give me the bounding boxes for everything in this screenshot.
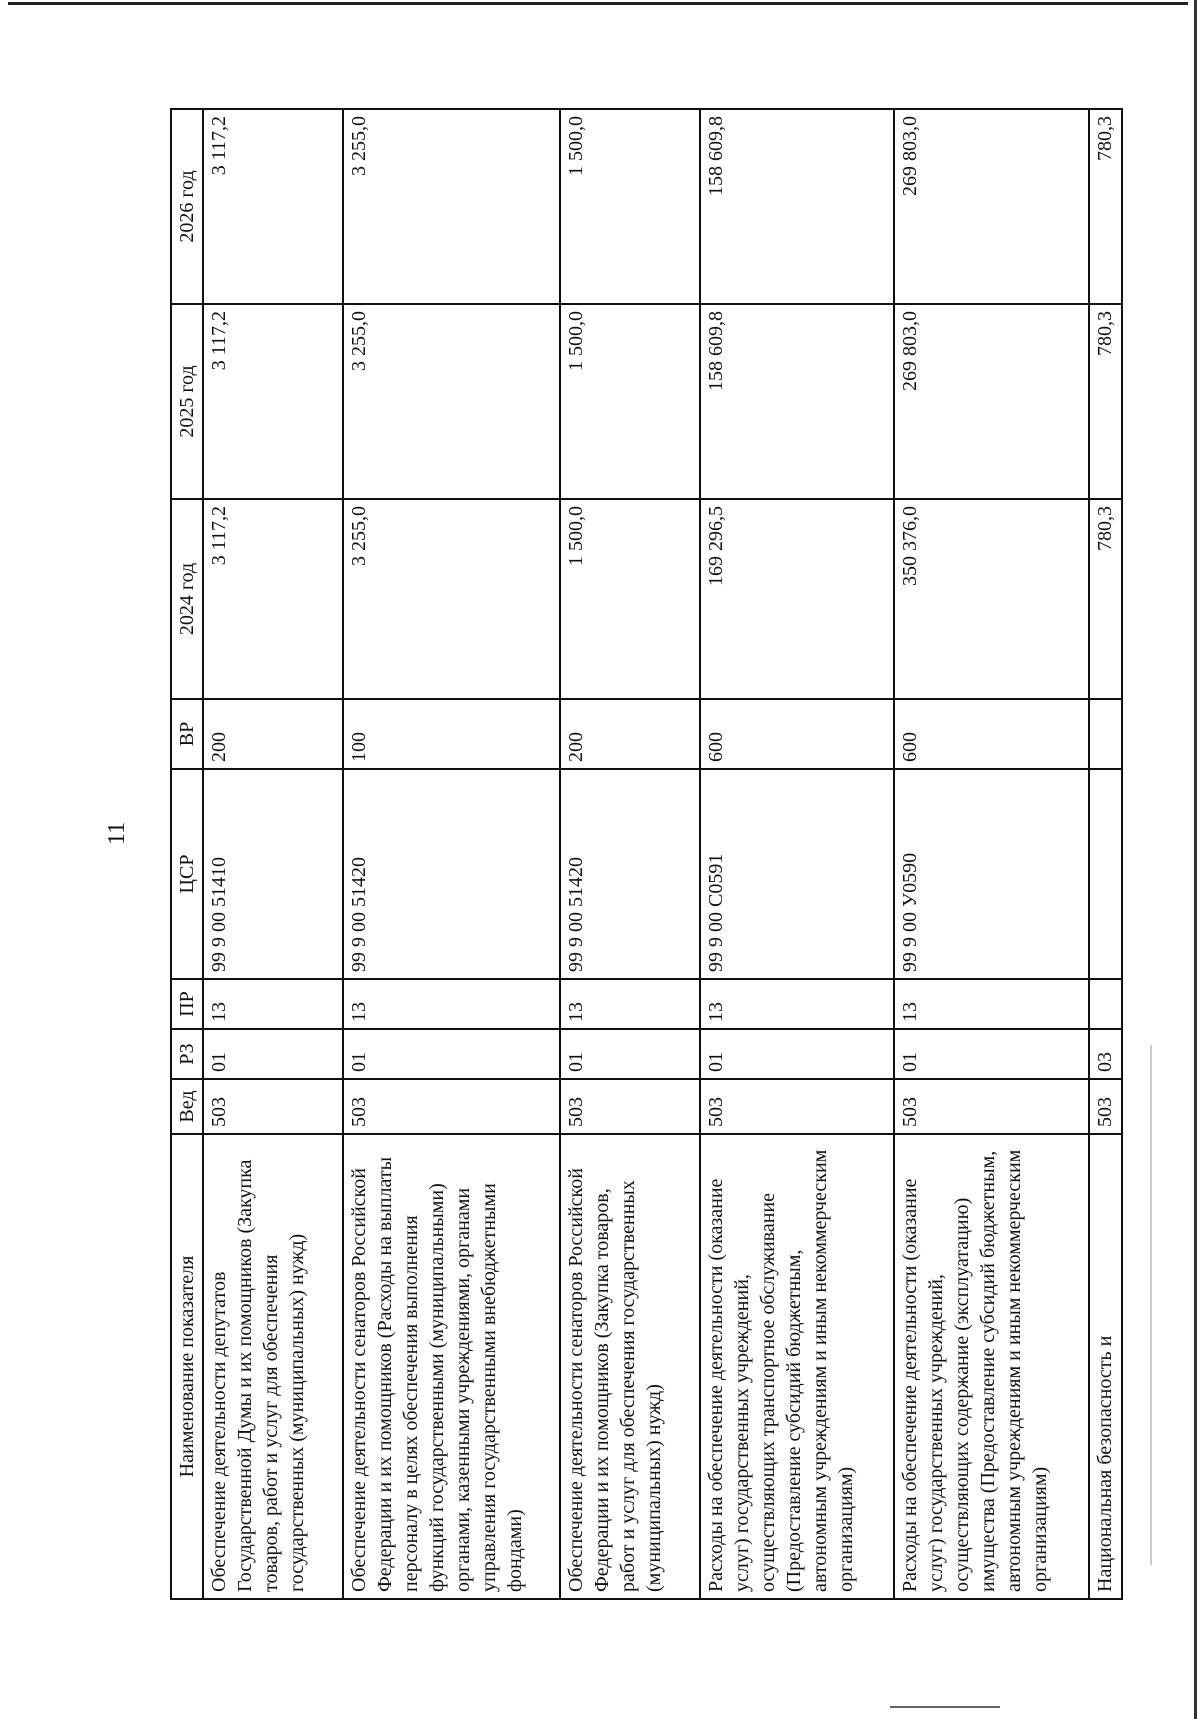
scan-mark bbox=[890, 1706, 1000, 1708]
row-2026: 3 117,2 bbox=[203, 109, 343, 304]
row-ved: 503 bbox=[203, 1079, 343, 1134]
row-pr: 13 bbox=[343, 979, 560, 1029]
row-csr bbox=[1089, 769, 1122, 979]
row-csr: 99 9 00 51420 bbox=[343, 769, 560, 979]
row-csr: 99 9 00 51410 bbox=[203, 769, 343, 979]
row-rz: 01 bbox=[343, 1029, 560, 1079]
row-2026: 780,3 bbox=[1089, 109, 1122, 304]
row-2024: 3 117,2 bbox=[203, 499, 343, 699]
row-vr bbox=[1089, 699, 1122, 769]
table-row bbox=[560, 109, 700, 1599]
row-pr bbox=[1089, 979, 1122, 1029]
row-vr: 200 bbox=[203, 699, 343, 769]
row-name: Расходы на обеспечение деятельности (оказание услуг) государственных учреждений, осуществляющих транспортное обслуживание (Предоставление субсидий бюджетным, автономным учреждениям и иным некоммерческим организациям) bbox=[700, 1134, 894, 1599]
scan-border-top bbox=[8, 2, 1188, 5]
row-pr: 13 bbox=[894, 979, 1088, 1029]
row-2026: 3 255,0 bbox=[343, 109, 560, 304]
table-row bbox=[1089, 109, 1122, 1599]
header-name: Наименование показателя bbox=[171, 1134, 203, 1599]
table-row bbox=[700, 109, 894, 1599]
table-row bbox=[203, 109, 343, 1599]
scan-border-right bbox=[1194, 0, 1197, 1719]
row-ved: 503 bbox=[560, 1079, 700, 1134]
row-pr: 13 bbox=[560, 979, 700, 1029]
scan-mark bbox=[1150, 1045, 1152, 1565]
row-2025: 3 117,2 bbox=[203, 304, 343, 499]
row-2026: 158 609,8 bbox=[700, 109, 894, 304]
budget-table-wrapper bbox=[170, 110, 1123, 1600]
page-number: 11 bbox=[104, 821, 130, 845]
row-vr: 600 bbox=[700, 699, 894, 769]
row-ved: 503 bbox=[700, 1079, 894, 1134]
row-csr: 99 9 00 51420 bbox=[560, 769, 700, 979]
row-2026: 269 803,0 bbox=[894, 109, 1088, 304]
row-rz: 01 bbox=[700, 1029, 894, 1079]
header-csr: ЦСР bbox=[171, 769, 203, 979]
header-2026: 2026 год bbox=[171, 109, 203, 304]
header-2024: 2024 год bbox=[171, 499, 203, 699]
table-row bbox=[343, 109, 560, 1599]
row-2026: 1 500,0 bbox=[560, 109, 700, 304]
table-header-row bbox=[171, 109, 203, 1599]
row-2024: 780,3 bbox=[1089, 499, 1122, 699]
row-ved: 503 bbox=[894, 1079, 1088, 1134]
row-name: Обеспечение деятельности депутатов Государственной Думы и их помощников (Закупка товаров, работ и услуг для обеспечения государственных (муниципальных) нужд) bbox=[203, 1134, 343, 1599]
row-name: Обеспечение деятельности сенаторов Российской Федерации и их помощников (Расходы на выплаты персоналу в целях обеспечения выполнения функций государственными (муниципальными) органами, казенными учреждениями, органами управления государственными внебюджетными фондами) bbox=[343, 1134, 560, 1599]
row-2024: 169 296,5 bbox=[700, 499, 894, 699]
header-2025: 2025 год bbox=[171, 304, 203, 499]
row-csr: 99 9 00 С0591 bbox=[700, 769, 894, 979]
row-ved: 503 bbox=[1089, 1079, 1122, 1134]
row-vr: 100 bbox=[343, 699, 560, 769]
row-2025: 3 255,0 bbox=[343, 304, 560, 499]
row-vr: 600 bbox=[894, 699, 1088, 769]
row-ved: 503 bbox=[343, 1079, 560, 1134]
header-ved: Вед bbox=[171, 1079, 203, 1134]
row-2024: 350 376,0 bbox=[894, 499, 1088, 699]
row-name: Расходы на обеспечение деятельности (оказание услуг) государственных учреждений, осуществляющих содержание (эксплуатацию) имущества (Предоставление субсидий бюджетным, автономным учреждениям и иным некоммерческим организациям) bbox=[894, 1134, 1088, 1599]
table-row bbox=[894, 109, 1088, 1599]
budget-table bbox=[170, 108, 1123, 1600]
row-name: Обеспечение деятельности сенаторов Российской Федерации и их помощников (Закупка товаров, работ и услуг для обеспечения государственных (муниципальных) нужд) bbox=[560, 1134, 700, 1599]
row-rz: 01 bbox=[560, 1029, 700, 1079]
row-2025: 158 609,8 bbox=[700, 304, 894, 499]
row-csr: 99 9 00 У0590 bbox=[894, 769, 1088, 979]
row-2024: 3 255,0 bbox=[343, 499, 560, 699]
row-2025: 780,3 bbox=[1089, 304, 1122, 499]
row-2024: 1 500,0 bbox=[560, 499, 700, 699]
header-vr: ВР bbox=[171, 699, 203, 769]
row-2025: 1 500,0 bbox=[560, 304, 700, 499]
row-rz: 03 bbox=[1089, 1029, 1122, 1079]
row-pr: 13 bbox=[203, 979, 343, 1029]
row-rz: 01 bbox=[894, 1029, 1088, 1079]
row-vr: 200 bbox=[560, 699, 700, 769]
header-rz: РЗ bbox=[171, 1029, 203, 1079]
header-pr: ПР bbox=[171, 979, 203, 1029]
row-name: Национальная безопасность и bbox=[1089, 1134, 1122, 1599]
row-pr: 13 bbox=[700, 979, 894, 1029]
row-2025: 269 803,0 bbox=[894, 304, 1088, 499]
row-rz: 01 bbox=[203, 1029, 343, 1079]
